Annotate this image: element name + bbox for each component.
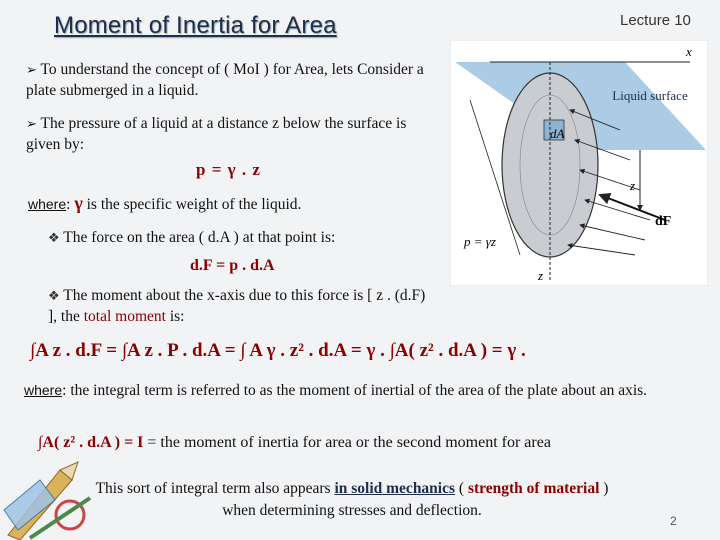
arrow-bullet-icon: ➢	[26, 63, 37, 78]
moment-text-c: is:	[169, 308, 185, 325]
where-integral-text: : the integral term is referred to as the moment of inertial of the area of the plate about an axis.	[62, 382, 648, 399]
z-bottom-label: z	[538, 268, 544, 283]
diamond-bullet-icon: ❖	[48, 289, 60, 304]
moment-bullet	[48, 286, 428, 327]
pencil-ruler-icon	[0, 440, 100, 540]
lecture-label: Lecture 10	[620, 12, 691, 29]
where-gamma-line	[28, 193, 301, 214]
total-moment-equation: ∫A z . d.F = ∫A z . P . d.A = ∫ A γ . z² . d.A = γ . ∫A( z² . d.A ) = γ .	[30, 340, 526, 361]
bottom-text-c: ) when determining stresses and deflection.	[222, 480, 609, 519]
solid-mechanics-link[interactable]: in solid mechanics	[334, 480, 456, 497]
force-equation: d.F = p . d.A	[190, 257, 275, 274]
z-side-label: z	[630, 178, 636, 193]
x-axis-label: x	[686, 44, 692, 59]
dA-label: dA	[550, 126, 565, 141]
bullet-text-2: The pressure of a liquid at a distance z below the surface is given by:	[26, 115, 407, 153]
where-integral-line	[24, 380, 694, 401]
where-colon: :	[66, 196, 71, 213]
moi-text: = the moment of inertia for area or the second moment for area	[147, 434, 551, 451]
bullet-text-1: To understand the concept of ( MoI ) for Area, lets Consider a plate submerged in a liquid.	[26, 61, 424, 99]
where-label-2: where	[24, 382, 63, 398]
page-title: Moment of Inertia for Area	[54, 12, 337, 39]
page-number: 2	[670, 514, 677, 528]
force-bullet	[48, 228, 335, 249]
strength-of-material: strength of material	[467, 480, 600, 497]
liquid-surface-label: Liquid surface	[612, 88, 688, 103]
pressure-equation: p = γ . z	[196, 160, 261, 179]
force-text: The force on the area ( d.A ) at that point is:	[63, 229, 336, 246]
moi-equation: ∫A( z² . d.A ) = I	[38, 434, 144, 451]
bottom-note	[92, 478, 612, 522]
bullet-item-2	[26, 114, 436, 155]
arrow-bullet-icon: ➢	[26, 117, 37, 132]
submerged-plate-figure	[450, 40, 708, 286]
moment-text-b: total moment	[83, 308, 166, 325]
pressure-formula-label: p = γz	[464, 234, 496, 249]
where-label: where	[28, 196, 67, 212]
bottom-text-a: This sort of integral term also appears	[95, 480, 331, 497]
gamma-symbol: γ	[74, 193, 83, 213]
diamond-bullet-icon: ❖	[48, 231, 60, 246]
dF-label: dF	[655, 214, 672, 229]
where-text: is the specific weight of the liquid.	[86, 196, 302, 213]
bottom-text-b: (	[458, 480, 465, 497]
moment-text-a: The moment about the x-axis due to this force is [ z . (d.F) ], the	[48, 287, 426, 325]
moi-equation-line	[38, 434, 551, 452]
bullet-item-1	[26, 60, 436, 101]
